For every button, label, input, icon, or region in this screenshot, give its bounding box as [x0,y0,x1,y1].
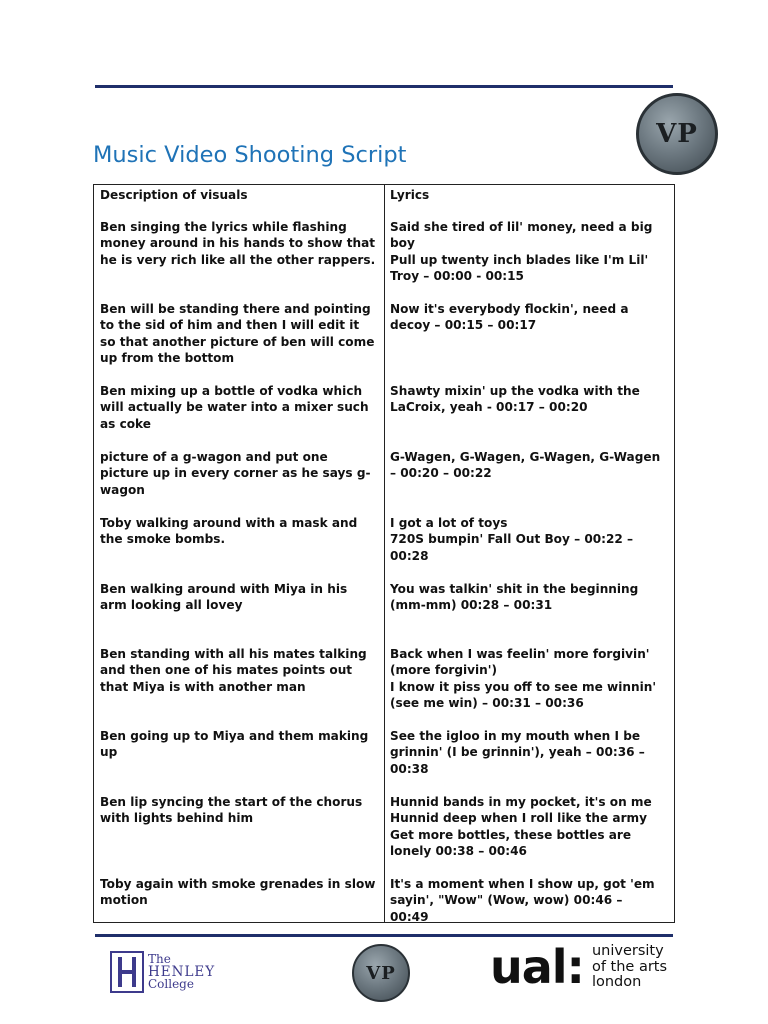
top-divider [95,85,673,88]
shooting-script-table [93,184,675,923]
row-8-lyrics: See the igloo in my mouth when I be grinnin' (I be grinnin'), yeah – 00:36 – 00:38 [390,729,645,776]
vp-footer-logo-text: VP [366,962,396,984]
row-1-lyrics: Said she tired of lil' money, need a big boy Pull up twenty inch blades like I'm Lil' Troy – 00:00 - 00:15 [390,220,653,284]
row-9-lyrics: Hunnid bands in my pocket, it's on me Hunnid deep when I roll like the army Get more bottles, these bottles are lonely 00:38 – 00:46 [390,795,652,859]
row-2-visual: Ben will be standing there and pointing to the sid of him and then I will edit it so that another picture of ben will come up from the bottom [100,302,375,366]
row-6-visual: Ben walking around with Miya in his arm looking all lovey [100,582,348,613]
henley-line-2: HENLEY [148,963,216,980]
row-4-lyrics: G-Wagen, G-Wagen, G-Wagen, G-Wagen – 00:20 – 00:22 [390,450,661,481]
row-8-visual: Ben going up to Miya and them making up [100,729,369,760]
row-5-lyrics: I got a lot of toys 720S bumpin' Fall Out Boy – 00:22 – 00:28 [390,516,634,563]
row-7-visual: Ben standing with all his mates talking and then one of his mates points out that Miya is with another man [100,647,367,694]
row-3-lyrics: Shawty mixin' up the vodka with the LaCroix, yeah - 00:17 – 00:20 [390,384,640,415]
henley-line-1: The [148,952,171,967]
bottom-divider [95,934,673,937]
ual-line-1: university [591,943,664,959]
ual-name [592,944,667,991]
ual-wordmark: ual: [490,940,584,995]
row-5-visual: Toby walking around with a mask and the smoke bombs. [100,516,358,547]
vp-logo [636,93,718,175]
row-1-visual: Ben singing the lyrics while flashing money around in his hands to show that he is very rich like all the other rappers. [100,220,376,267]
header-lyrics: Lyrics [390,188,430,202]
row-2-lyrics: Now it's everybody flockin', need a decoy – 00:15 – 00:17 [390,302,629,333]
row-7-lyrics: Back when I was feelin' more forgivin' (more forgivin') I know it piss you off to see me winnin' (see me win) – 00:31 – 00:36 [390,647,657,711]
row-10-visual: Toby again with smoke grenades in slow motion [100,877,376,908]
row-4-visual: picture of a g-wagon and put one picture up in every corner as he says g-wagon [100,450,371,497]
henley-college-logo [110,950,215,994]
row-3-visual: Ben mixing up a bottle of vodka which will actually be water into a mixer such as coke [100,384,369,431]
row-6-lyrics: You was talkin' shit in the beginning (mm-mm) 00:28 – 00:31 [390,582,639,613]
column-divider [384,185,385,922]
page-title: Music Video Shooting Script [93,142,407,168]
ual-line-2: of the arts [591,958,668,975]
ual-logo [490,940,668,995]
vp-logo-text: VP [656,119,698,149]
ual-line-3: london [591,974,642,990]
henley-college-wordmark [148,953,215,991]
henley-crest-icon [110,951,144,993]
header-visuals: Description of visuals [100,188,248,202]
vp-footer-logo [352,944,410,1002]
row-10-lyrics: It's a moment when I show up, got 'em sayin', "Wow" (Wow, wow) 00:46 – 00:49 [390,877,655,924]
row-9-visual: Ben lip syncing the start of the chorus with lights behind him [100,795,363,826]
henley-line-3: College [148,977,194,992]
